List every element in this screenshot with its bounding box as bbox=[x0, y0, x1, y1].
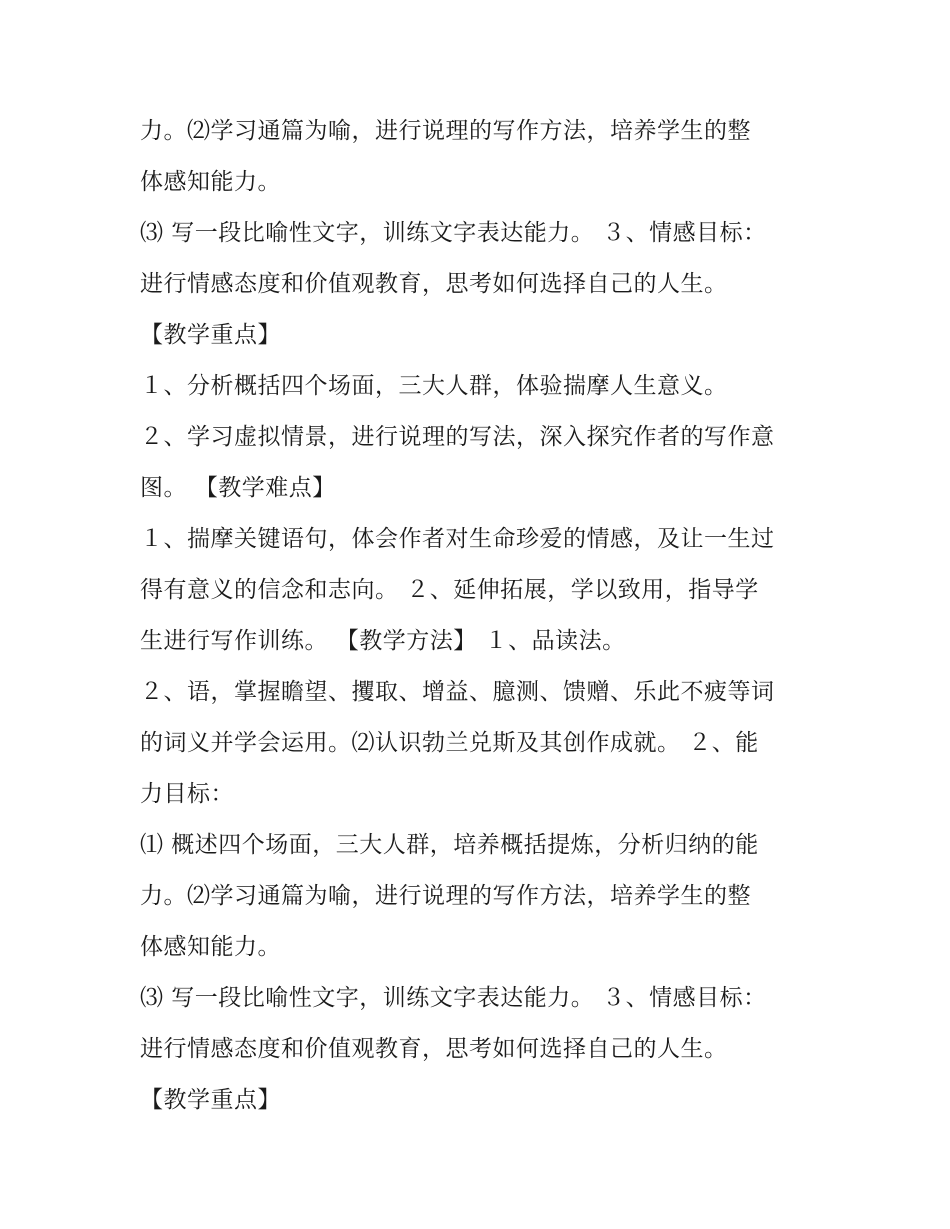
text-line: 体感知能力。 bbox=[140, 169, 281, 195]
text-line: ２、学习虚拟情景，进行说理的写法，深入探究作者的写作意 bbox=[140, 424, 775, 450]
text-line: 力。⑵学习通篇为喻，进行说理的写作方法，培养学生的整 bbox=[140, 883, 751, 909]
text-line: １、揣摩关键语句，体会作者对生命珍爱的情感，及让一生过 bbox=[140, 526, 775, 552]
text-line: 力目标： bbox=[140, 781, 234, 807]
text-line: ⑴ 概述四个场面，三大人群，培养概括提炼，分析归纳的能 bbox=[140, 832, 759, 858]
text-line: ⑶ 写一段比喻性文字，训练文字表达能力。 ３、情感目标： bbox=[140, 985, 767, 1011]
text-line: 的词义并学会运用。⑵认识勃兰兑斯及其创作成就。 ２、能 bbox=[140, 730, 759, 756]
section-heading: 【教学重点】 bbox=[140, 322, 281, 348]
text-line: 图。 【教学难点】 bbox=[140, 475, 336, 501]
text-line: 进行情感态度和价值观教育，思考如何选择自己的人生。 bbox=[140, 271, 728, 297]
section-heading: 【教学重点】 bbox=[140, 1087, 281, 1113]
text-line: 生进行写作训练。 【教学方法】 １、品读法。 bbox=[140, 628, 626, 654]
text-line: １、分析概括四个场面，三大人群，体验揣摩人生意义。 bbox=[140, 373, 728, 399]
text-line: 力。⑵学习通篇为喻，进行说理的写作方法，培养学生的整 bbox=[140, 118, 751, 144]
text-line: ⑶ 写一段比喻性文字，训练文字表达能力。 ３、情感目标： bbox=[140, 220, 767, 246]
document-body bbox=[140, 106, 820, 1126]
text-line: 得有意义的信念和志向。 ２、延伸拓展，学以致用，指导学 bbox=[140, 577, 759, 603]
text-line: 体感知能力。 bbox=[140, 934, 281, 960]
text-line: ２、语，掌握瞻望、攫取、增益、臆测、馈赠、乐此不疲等词 bbox=[140, 679, 775, 705]
text-line: 进行情感态度和价值观教育，思考如何选择自己的人生。 bbox=[140, 1036, 728, 1062]
